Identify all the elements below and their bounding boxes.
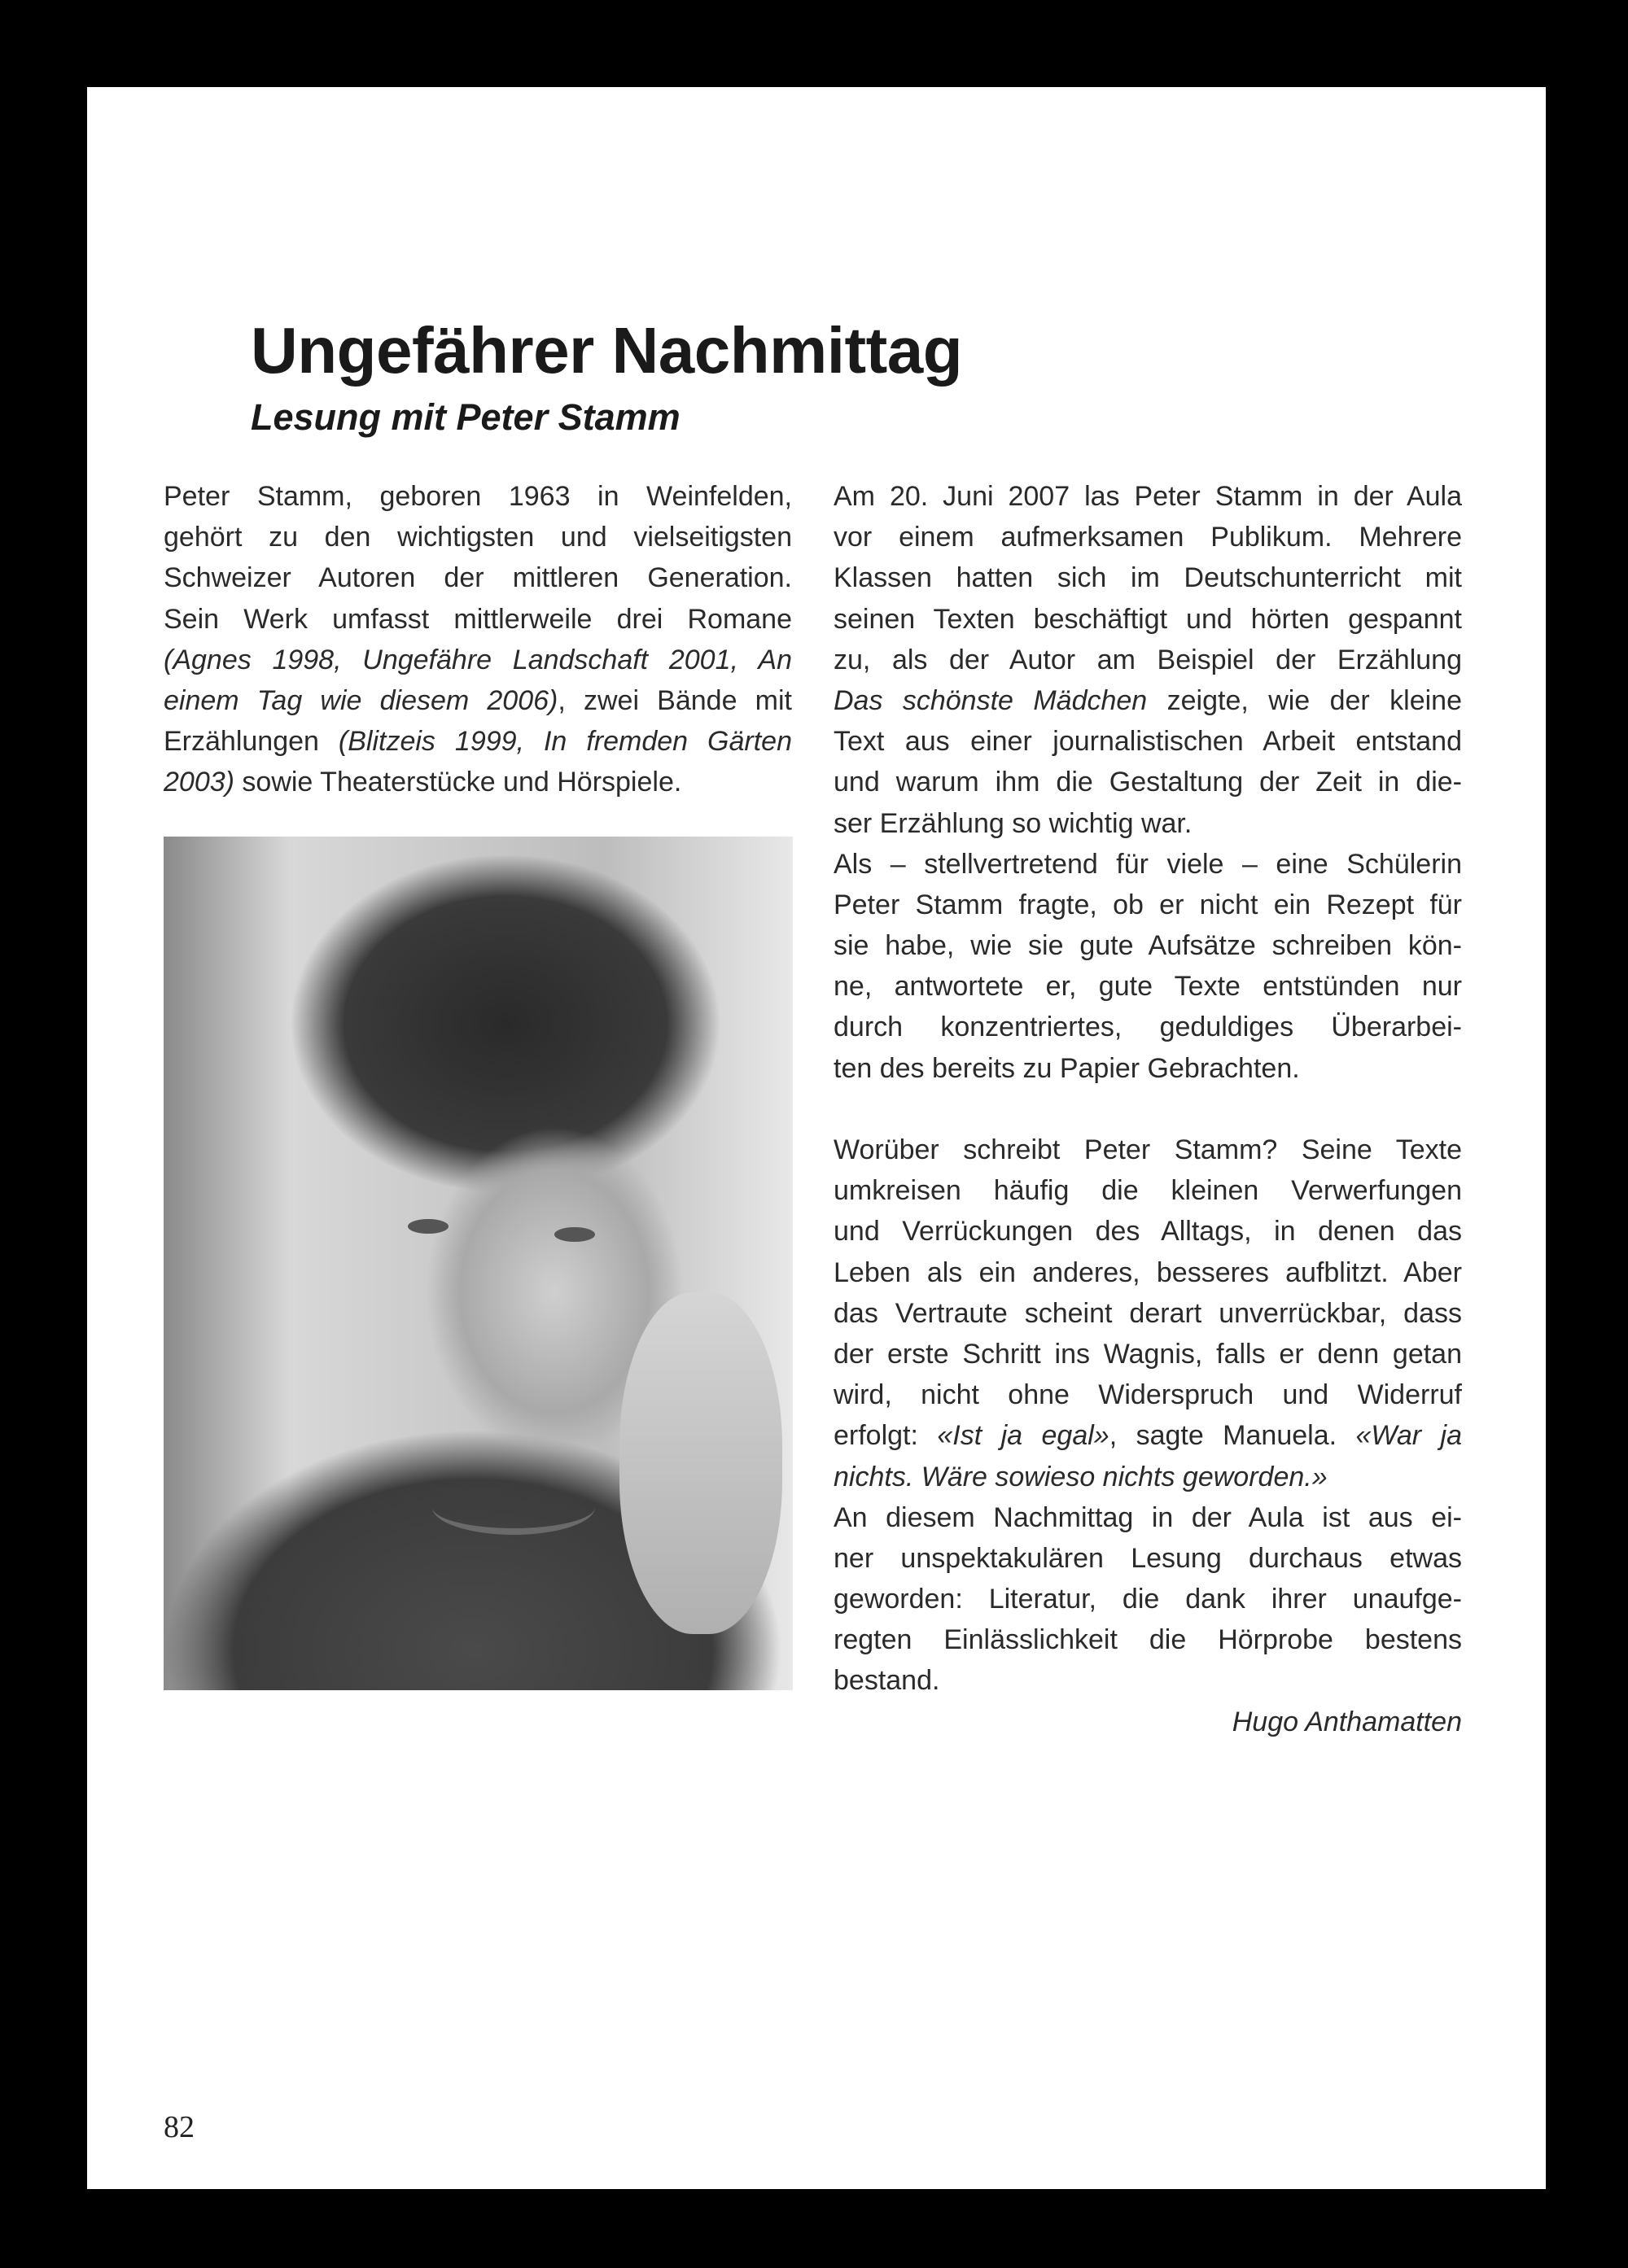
- text: , zwei Bände mit: [558, 684, 792, 716]
- text: Erzählungen: [164, 726, 339, 758]
- portrait-hand: [619, 1292, 782, 1634]
- text-line: [834, 1211, 1462, 1252]
- right-column: [834, 476, 1462, 1742]
- text: erfolgt:: [834, 1420, 938, 1452]
- text-line: [834, 1130, 1462, 1170]
- text-line: [834, 1497, 1462, 1538]
- text-line: [164, 680, 792, 721]
- text-line: [834, 1374, 1462, 1415]
- text-line: [834, 476, 1462, 517]
- text-line: [164, 599, 792, 640]
- text: sie habe, wie sie gute Aufsätze schreiben kön-: [834, 930, 1462, 962]
- text: umkreisen häufig die kleinen Verwerfungen: [834, 1175, 1462, 1207]
- text-line: [834, 885, 1462, 925]
- text-line: [834, 762, 1462, 802]
- text: und warum ihm die Gestaltung der Zeit in die-: [834, 767, 1462, 798]
- text: geworden: Literatur, die dank ihrer unaufge-: [834, 1584, 1462, 1615]
- text: ner unspektakulären Lesung durchaus etwas: [834, 1542, 1462, 1574]
- text-line: [834, 844, 1462, 885]
- italic-text: (Blitzeis 1999, In fremden Gärten: [338, 726, 792, 758]
- text-line: [834, 599, 1462, 640]
- author-signature: Hugo Anthamatten: [1232, 1706, 1462, 1737]
- text-line: [834, 1334, 1462, 1374]
- text: ten des bereits zu Papier Gebrachten.: [834, 1052, 1300, 1084]
- paragraph-gap: [834, 1089, 1462, 1130]
- text: seinen Texten beschäftigt und hörten gespannt: [834, 603, 1462, 635]
- text-line: [834, 1579, 1462, 1619]
- text-line: [834, 1170, 1462, 1211]
- text-line: [164, 517, 792, 557]
- text: Leben als ein anderes, besseres aufblitzt. Aber: [834, 1256, 1462, 1288]
- text: Peter Stamm, geboren 1963 in Weinfelden,: [164, 481, 792, 512]
- text: das Vertraute scheint derart unverrückbar, dass: [834, 1297, 1462, 1329]
- text: gehört zu den wichtigsten und vielseitigsten: [164, 522, 792, 553]
- text-line: [834, 966, 1462, 1007]
- italic-text: Das schönste Mädchen: [834, 684, 1148, 716]
- page-number: 82: [164, 2110, 195, 2144]
- text: zu, als der Autor am Beispiel der Erzählung: [834, 644, 1462, 675]
- text: Text aus einer journalistischen Arbeit entstand: [834, 726, 1462, 758]
- text-line: [834, 1619, 1462, 1660]
- text: durch konzentriertes, geduldiges Überarbei-: [834, 1012, 1462, 1043]
- italic-text: «Ist ja egal»: [937, 1420, 1109, 1452]
- text: ser Erzählung so wichtig war.: [834, 807, 1193, 839]
- text-line: [834, 517, 1462, 557]
- text-line: [834, 680, 1462, 721]
- text: und Verrückungen des Alltags, in denen das: [834, 1216, 1462, 1248]
- text: bestand.: [834, 1665, 940, 1697]
- left-column: [164, 476, 792, 803]
- text-line: [834, 557, 1462, 598]
- author-portrait-photo: [164, 837, 793, 1690]
- text-line: [164, 762, 792, 802]
- italic-text: einem Tag wie diesem 2006): [164, 684, 558, 716]
- article-subtitle: Lesung mit Peter Stamm: [251, 396, 681, 438]
- italic-text: 2003): [164, 767, 234, 798]
- text: An diesem Nachmittag in der Aula ist aus ei-: [834, 1501, 1462, 1533]
- text-line: [834, 1457, 1462, 1497]
- text: regten Einlässlichkeit die Hörprobe bestens: [834, 1624, 1462, 1656]
- text: Sein Werk umfasst mittlerweile drei Romane: [164, 603, 792, 635]
- text: Peter Stamm fragte, ob er nicht ein Rezept für: [834, 889, 1462, 920]
- text: sowie Theaterstücke und Hörspiele.: [234, 767, 682, 798]
- text: Worüber schreibt Peter Stamm? Seine Texte: [834, 1134, 1462, 1165]
- text-line: [834, 1415, 1462, 1456]
- portrait-smile: [432, 1479, 595, 1535]
- text-line: [164, 476, 792, 517]
- text-line: [834, 721, 1462, 762]
- portrait-eye: [554, 1227, 595, 1242]
- text: Schweizer Autoren der mittleren Generation.: [164, 562, 792, 594]
- text-line: [164, 640, 792, 680]
- text-line: [834, 1660, 1462, 1701]
- portrait-eye: [408, 1219, 449, 1234]
- article-title: Ungefährer Nachmittag: [251, 314, 963, 387]
- text: zeigte, wie der kleine: [1147, 684, 1462, 716]
- text-line: [834, 1252, 1462, 1293]
- text: , sagte Manuela.: [1109, 1420, 1356, 1452]
- text: Als – stellvertretend für viele – eine Schülerin: [834, 848, 1462, 880]
- text-line: [164, 721, 792, 762]
- italic-text: (Agnes 1998, Ungefähre Landschaft 2001, An: [164, 644, 792, 675]
- text-line: [834, 1538, 1462, 1579]
- text: Klassen hatten sich im Deutschunterricht mit: [834, 562, 1462, 594]
- text-line: [834, 925, 1462, 966]
- italic-text: «War ja: [1355, 1420, 1462, 1452]
- italic-text: nichts. Wäre sowieso nichts geworden.»: [834, 1461, 1328, 1492]
- text-line: [834, 1293, 1462, 1334]
- text-line: [834, 1007, 1462, 1047]
- text: Am 20. Juni 2007 las Peter Stamm in der Aula: [834, 481, 1462, 512]
- text: vor einem aufmerksamen Publikum. Mehrere: [834, 522, 1462, 553]
- text-line: [834, 640, 1462, 680]
- text: ne, antwortete er, gute Texte entstünden nur: [834, 971, 1462, 1003]
- text-line: [164, 557, 792, 598]
- text-line: [834, 803, 1462, 844]
- text: wird, nicht ohne Widerspruch und Widerruf: [834, 1379, 1462, 1411]
- text-line: [834, 1048, 1462, 1089]
- text: der erste Schritt ins Wagnis, falls er denn getan: [834, 1338, 1462, 1370]
